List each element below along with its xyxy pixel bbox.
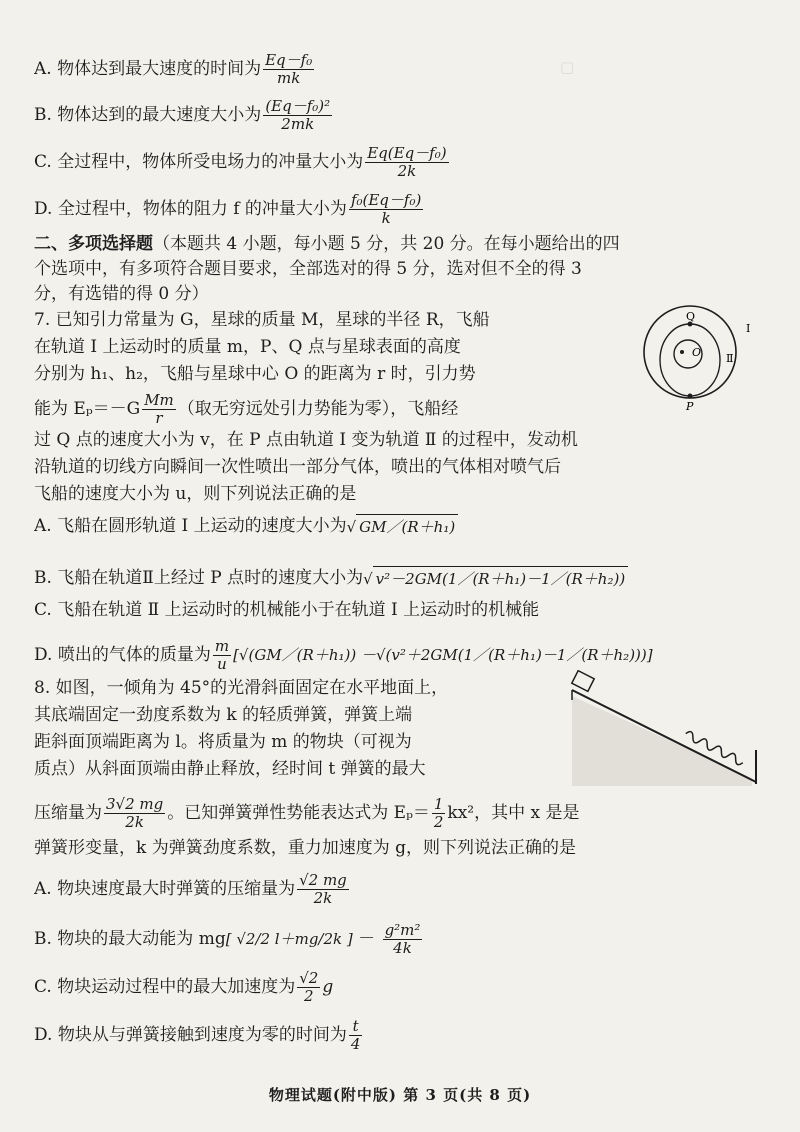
label-p: P bbox=[686, 400, 694, 412]
q7-option-a: A. 飞船在圆形轨道 Ⅰ 上运动的速度大小为√ GM／(R＋h₁) bbox=[34, 514, 770, 539]
fraction: $\frac{1}{2}$ bbox=[433, 796, 444, 831]
q7-stem-line: 在轨道 Ⅰ 上运动时的质量 m，P、Q 点与星球表面的高度 bbox=[34, 337, 461, 357]
q8-option-a: A. 物块速度最大时弹簧的压缩量为 $\frac{√2 mg}{2k}$ bbox=[34, 872, 347, 907]
section-desc-line: 个选项中，有多项符合题目要求，全部选对的得 5 分，选对但不全的得 3 bbox=[34, 259, 582, 279]
label-q: Q bbox=[686, 310, 696, 323]
label-orbit-i: Ⅰ bbox=[746, 322, 751, 335]
q8-stem-line: 8. 如图，一倾角为 45°的光滑斜面固定在水平地面上， bbox=[34, 678, 449, 698]
q7-stem-line: 分别为 h₁、h₂，飞船与星球中心 O 的距离为 r 时，引力势 bbox=[34, 364, 476, 384]
q6-option-a: A. 物体达到最大速度的时间为 $\frac{\text{Eq－f₀}}{mk}$ bbox=[34, 52, 313, 87]
q8-stem-line: 质点）从斜面顶端由静止释放，经时间 t 弹簧的最大 bbox=[34, 759, 426, 779]
orbit-diagram bbox=[622, 300, 772, 412]
q8-option-c: C. 物块运动过程中的最大加速度为 $\frac{√2}{2}$ g bbox=[34, 970, 334, 1005]
fraction: $\frac{√2}{2}$ bbox=[299, 970, 319, 1005]
fraction: $\frac{\text{Eq－f₀}}{mk}$ bbox=[265, 52, 313, 87]
q8-option-b: B. 物块的最大动能为 mg[ √2/2 l＋mg/2k ] － $\frac{\text{g²m²}}{4k}$ bbox=[34, 922, 421, 957]
q7-stem-line: 过 Q 点的速度大小为 v，在 P 点由轨道 Ⅰ 变为轨道 Ⅱ 的过程中，发动机 bbox=[34, 430, 578, 450]
sqrt-expr: √ GM／(R＋h₁) bbox=[347, 514, 459, 539]
q7-stem-line: 沿轨道的切线方向瞬间一次性喷出一部分气体，喷出的气体相对喷气后 bbox=[34, 457, 561, 477]
fraction: $\frac{\text{g²m²}}{4k}$ bbox=[384, 922, 421, 957]
point-p-dot bbox=[688, 394, 693, 399]
incline-body bbox=[572, 696, 752, 786]
sqrt-expr: √ v²－2GM(1／(R＋h₁)－1／(R＋h₂)) bbox=[363, 566, 628, 591]
q8-stem-line: 其底端固定一劲度系数为 k 的轻质弹簧，弹簧上端 bbox=[34, 705, 413, 725]
q6-option-c: C. 全过程中，物体所受电场力的冲量大小为 $\frac{\text{Eq(Eq－f₀)}}{2k}$ bbox=[34, 145, 447, 180]
fraction: $\frac{\text{(Eq－f₀)²}}{2mk}$ bbox=[265, 98, 331, 133]
page-footer: 物理试题(附中版) 第 3 页(共 8 页) bbox=[268, 1086, 532, 1104]
fraction: $\frac{m}{u}$ bbox=[214, 638, 230, 673]
q8-option-d: D. 物块从与弹簧接触到速度为零的时间为 $\frac{t}{4}$ bbox=[34, 1018, 361, 1053]
q7-stem-line: 能为 Eₚ＝－G $\frac{Mm}{r}$ （取无穷远处引力势能为零），飞船经 bbox=[34, 392, 459, 427]
fraction: $\frac{3√2 mg}{2k}$ bbox=[106, 796, 164, 831]
fraction: $\frac{\text{Eq(Eq－f₀)}}{2k}$ bbox=[367, 145, 447, 180]
q7-stem-line: 7. 已知引力常量为 G，星球的质量 M，星球的半径 R，飞船 bbox=[34, 310, 490, 330]
q7-option-d: D. 喷出的气体的质量为 $\frac{m}{u}$ [√(GM／(R＋h₁)) －√(v²＋2GM(1／(R＋h₁)－1／(R＋h₂)))] bbox=[34, 638, 653, 673]
label-orbit-ii: Ⅱ bbox=[726, 352, 734, 365]
orbit-ii-ellipse bbox=[660, 324, 720, 396]
section-desc-line: 分，有选错的得 0 分） bbox=[34, 284, 209, 304]
bleed-through-text: ▢ bbox=[560, 58, 575, 76]
q7-option-c: C. 飞船在轨道 Ⅱ 上运动时的机械能小于在轨道 Ⅰ 上运动时的机械能 bbox=[34, 600, 540, 620]
incline-diagram bbox=[566, 670, 766, 788]
fraction: $\frac{√2 mg}{2k}$ bbox=[299, 872, 347, 907]
q8-stem-line: 距斜面顶端距离为 l。将质量为 m 的物块（可视为 bbox=[34, 732, 412, 752]
fraction: $\frac{t}{4}$ bbox=[350, 1018, 361, 1053]
label-o: O bbox=[692, 346, 702, 359]
block bbox=[572, 671, 594, 692]
q7-option-b: B. 飞船在轨道Ⅱ上经过 P 点时的速度大小为√ v²－2GM(1／(R＋h₁)－1／(R＋h₂)) bbox=[34, 566, 770, 591]
fraction: $\frac{\text{f₀(Eq－f₀)}}{k}$ bbox=[350, 192, 422, 227]
section-heading: 二、多项选择题（本题共 4 小题，每小题 5 分，共 20 分。在每小题给出的四 bbox=[34, 234, 620, 254]
fraction: $\frac{Mm}{r}$ bbox=[144, 392, 174, 427]
center-dot bbox=[680, 350, 684, 354]
q7-stem-line: 飞船的速度大小为 u，则下列说法正确的是 bbox=[34, 484, 357, 504]
q8-stem-line: 弹簧形变量，k 为弹簧劲度系数，重力加速度为 g，则下列说法正确的是 bbox=[34, 838, 576, 858]
q8-stem-line: 压缩量为 $\frac{3√2 mg}{2k}$ 。已知弹簧弹性势能表达式为 Eₚ＝ $\frac{1}{2}$ kx²，其中 x 是是 bbox=[34, 796, 580, 831]
q6-option-d: D. 全过程中，物体的阻力 f 的冲量大小为 $\frac{\text{f₀(Eq－f₀)}}{k}$ bbox=[34, 192, 422, 227]
q6-option-b: B. 物体达到的最大速度大小为 $\frac{\text{(Eq－f₀)²}}{2mk}$ bbox=[34, 98, 331, 133]
